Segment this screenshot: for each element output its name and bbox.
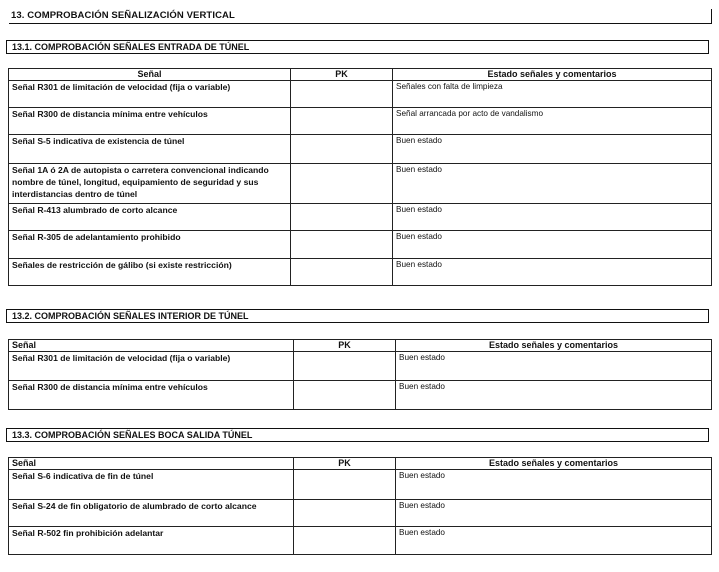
signal-cell: Señal S-24 de fin obligatorio de alumbrado de corto alcance: [9, 500, 294, 527]
signal-cell: Señal R301 de limitación de velocidad (fija o variable): [9, 81, 291, 108]
signal-cell: Señal S-6 indicativa de fin de túnel: [9, 470, 294, 500]
status-cell[interactable]: Buen estado: [393, 164, 712, 204]
section-title-exit: 13.3. COMPROBACIÓN SEÑALES BOCA SALIDA TÚNEL: [6, 428, 709, 442]
status-cell[interactable]: Señales con falta de limpieza: [393, 81, 712, 108]
header-pk: PK: [294, 340, 396, 352]
table-header-row: [9, 340, 712, 352]
header-status: Estado señales y comentarios: [396, 340, 712, 352]
table-row: [9, 259, 712, 286]
status-cell[interactable]: Buen estado: [396, 527, 712, 555]
table-row: [9, 500, 712, 527]
status-cell[interactable]: Buen estado: [396, 381, 712, 410]
pk-cell[interactable]: [291, 259, 393, 286]
header-signal: Señal: [9, 69, 291, 81]
table-row: [9, 527, 712, 555]
pk-cell[interactable]: [291, 231, 393, 259]
table-header-row: [9, 458, 712, 470]
header-pk: PK: [291, 69, 393, 81]
status-cell[interactable]: Buen estado: [393, 231, 712, 259]
table-row: [9, 204, 712, 231]
signal-cell: Señal 1A ó 2A de autopista o carretera convencional indicando nombre de túnel, longitud, equipamiento de seguridad y sus interdistancias dentro de túnel: [9, 164, 291, 204]
table-row: [9, 352, 712, 381]
table-row: [9, 470, 712, 500]
signal-cell: Señal S-5 indicativa de existencia de túnel: [9, 135, 291, 164]
signal-cell: Señal R-305 de adelantamiento prohibido: [9, 231, 291, 259]
signal-cell: Señal R301 de limitación de velocidad (fija o variable): [9, 352, 294, 381]
pk-cell[interactable]: [291, 135, 393, 164]
pk-cell[interactable]: [291, 164, 393, 204]
interior-signals-table: [8, 339, 712, 410]
status-cell[interactable]: Buen estado: [393, 259, 712, 286]
header-signal: Señal: [9, 458, 294, 470]
pk-cell[interactable]: [291, 81, 393, 108]
table-header-row: [9, 69, 712, 81]
table-row: [9, 81, 712, 108]
status-cell[interactable]: Buen estado: [393, 135, 712, 164]
pk-cell[interactable]: [294, 352, 396, 381]
pk-cell[interactable]: [294, 527, 396, 555]
status-cell[interactable]: Buen estado: [393, 204, 712, 231]
signal-cell: Señal R-413 alumbrado de corto alcance: [9, 204, 291, 231]
header-pk: PK: [294, 458, 396, 470]
pk-cell[interactable]: [291, 204, 393, 231]
pk-cell[interactable]: [294, 500, 396, 527]
table-row: [9, 164, 712, 204]
header-status: Estado señales y comentarios: [393, 69, 712, 81]
header-signal: Señal: [9, 340, 294, 352]
table-row: [9, 381, 712, 410]
header-status: Estado señales y comentarios: [396, 458, 712, 470]
exit-signals-table: [8, 457, 712, 555]
section-title-entrance: 13.1. COMPROBACIÓN SEÑALES ENTRADA DE TÚNEL: [6, 40, 709, 54]
signal-cell: Señal R-502 fin prohibición adelantar: [9, 527, 294, 555]
table-row: [9, 135, 712, 164]
signal-cell: Señal R300 de distancia mínima entre vehículos: [9, 381, 294, 410]
main-title: 13. COMPROBACIÓN SEÑALIZACIÓN VERTICAL: [9, 9, 712, 24]
status-cell[interactable]: Buen estado: [396, 500, 712, 527]
status-cell[interactable]: Buen estado: [396, 352, 712, 381]
section-title-interior: 13.2. COMPROBACIÓN SEÑALES INTERIOR DE TÚNEL: [6, 309, 709, 323]
status-cell[interactable]: Señal arrancada por acto de vandalismo: [393, 108, 712, 135]
signal-cell: Señales de restricción de gálibo (si existe restricción): [9, 259, 291, 286]
pk-cell[interactable]: [294, 381, 396, 410]
table-row: [9, 231, 712, 259]
pk-cell[interactable]: [294, 470, 396, 500]
table-row: [9, 108, 712, 135]
status-cell[interactable]: Buen estado: [396, 470, 712, 500]
entrance-signals-table: [8, 68, 712, 286]
signal-cell: Señal R300 de distancia mínima entre vehículos: [9, 108, 291, 135]
pk-cell[interactable]: [291, 108, 393, 135]
